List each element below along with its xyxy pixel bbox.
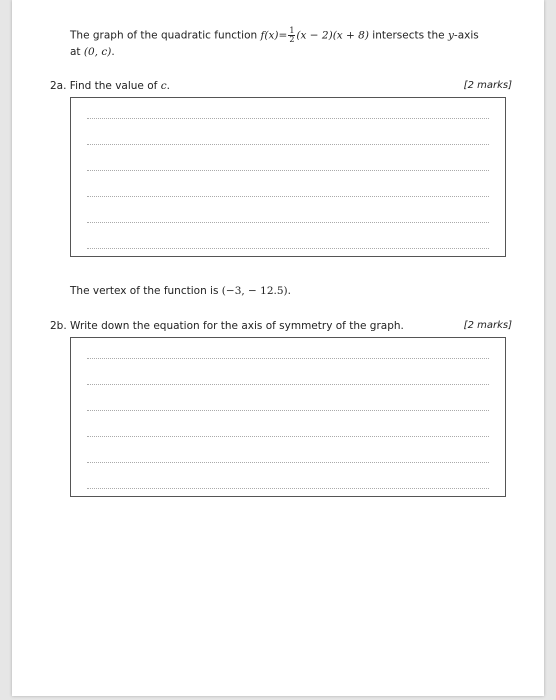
intro-period: . xyxy=(111,46,115,58)
intro-text-2: intersects the xyxy=(368,29,448,42)
answer-line xyxy=(87,144,489,145)
axis-variable: y xyxy=(447,29,454,42)
question-number: 2b. xyxy=(50,320,67,332)
fraction-denominator: 2 xyxy=(289,35,295,44)
question-prompt: Write down the equation for the axis of symmetry of the graph. xyxy=(70,320,404,332)
intro-text-3: -axis xyxy=(453,29,479,42)
vertex-period: . xyxy=(287,285,292,297)
answer-line xyxy=(87,384,489,385)
vertex-statement xyxy=(70,285,291,297)
answer-line xyxy=(87,170,489,171)
question-prompt: Find the value of xyxy=(69,80,161,92)
answer-line xyxy=(87,488,489,489)
fraction-numerator: 1 xyxy=(289,26,295,35)
answer-line xyxy=(87,248,489,249)
question-number: 2a. xyxy=(50,80,67,92)
function-factors: (x − 2)(x + 8) xyxy=(296,29,369,42)
question-period: . xyxy=(166,80,170,92)
fraction-half xyxy=(288,27,295,44)
answer-line xyxy=(87,410,489,411)
vertex-value: (−3, − 12.5) xyxy=(221,285,288,297)
answer-line xyxy=(87,436,489,437)
answer-line xyxy=(87,196,489,197)
question-2a-text xyxy=(50,80,170,92)
answer-line xyxy=(87,118,489,119)
question-2a xyxy=(50,80,512,92)
intro-text-4: at xyxy=(70,46,84,58)
answer-line xyxy=(87,462,489,463)
answer-box-2b[interactable] xyxy=(70,337,506,497)
answer-box-2a[interactable] xyxy=(70,97,506,257)
answer-line xyxy=(87,358,489,359)
exam-page xyxy=(12,0,544,696)
marks-label: [2 marks] xyxy=(463,320,512,331)
question-variable: c xyxy=(160,80,167,92)
answer-line xyxy=(87,222,489,223)
question-intro xyxy=(70,27,510,60)
intro-text: The graph of the quadratic function xyxy=(70,29,261,42)
vertex-text: The vertex of the function is xyxy=(70,285,222,297)
function-expression: f(x)= xyxy=(260,29,288,42)
question-2b-text xyxy=(50,320,404,332)
marks-label: [2 marks] xyxy=(463,80,512,91)
question-2b xyxy=(50,320,512,332)
intersection-point: (0, c) xyxy=(83,46,112,58)
